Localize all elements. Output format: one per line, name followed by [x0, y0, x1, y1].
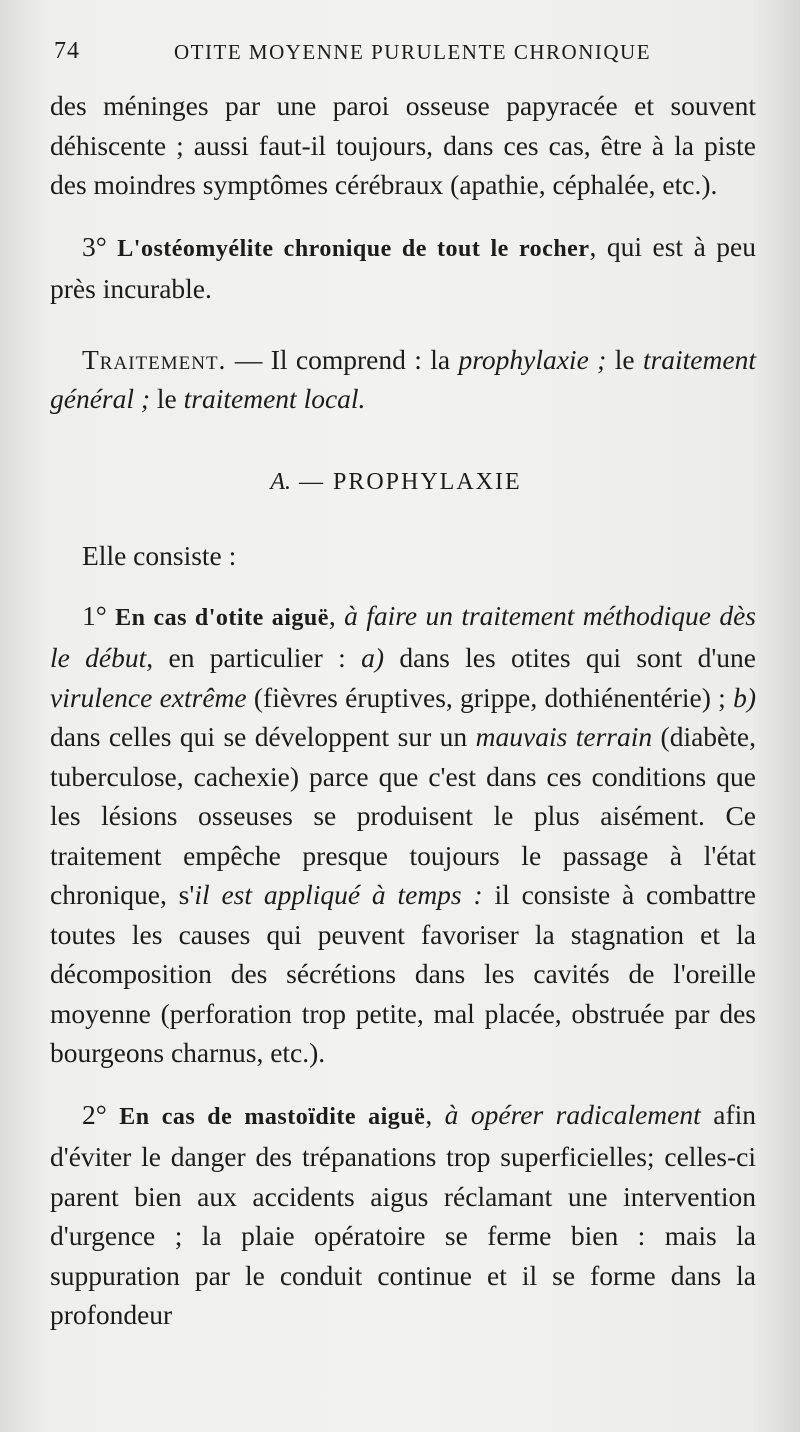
page-number: 74	[54, 38, 80, 64]
section-heading	[36, 463, 756, 503]
item-number: 1°	[82, 599, 107, 631]
italic-run: traitement local.	[183, 383, 366, 414]
italic-run: à faire un traitement méthodique dès le début	[50, 599, 757, 673]
italic-run: il est appliqué à temps :	[194, 879, 483, 910]
bold-heading: L'ostéomyélite chronique de tout le rocher	[117, 235, 590, 262]
text-run: (diabète, tuberculose, cachexie) parce que c'est dans ces conditions que les lésions osseuses se produisent le plus aisément. Ce traitement empêche presque toujours le passage à l'état chronique, s'	[50, 721, 756, 910]
item-number: 3°	[82, 230, 107, 262]
paragraph-osteomyelite	[50, 227, 756, 309]
text-run: dans les otites qui sont d'une	[384, 642, 756, 673]
section-letter: A.	[270, 468, 291, 495]
bold-heading: En cas de mastoïdite aiguë	[119, 1103, 426, 1130]
paragraph-traitement	[50, 340, 756, 419]
italic-run: b)	[733, 681, 756, 713]
italic-run: virulence extrême	[50, 681, 247, 713]
text-run: le	[606, 343, 643, 375]
italic-run: mauvais terrain	[475, 721, 653, 752]
text-run: dans celles qui se développent sur un	[50, 721, 476, 752]
paragraph-meninges: des méninges par une paroi osseuse papyracée et souvent déhiscente ; aussi faut-il toujours, dans ces cas, être à la piste des moindres symptômes cérébraux (apathie, céphalée, etc.).	[50, 90, 756, 200]
italic-run: prophylaxie ;	[458, 343, 607, 375]
small-caps-label: Traitement.	[82, 343, 227, 375]
page-body	[50, 86, 756, 1335]
item-number: 2°	[82, 1098, 107, 1130]
text-run: il consiste à combattre toutes les causes qui peuvent favoriser la stagnation et la décomposition des sécrétions dans les cavités de l'oreille moyenne (perforation trop petite, mal placée, obstruée par des bourgeons charnus, etc.).	[50, 879, 756, 1068]
text-run: — Il comprend : la	[226, 343, 459, 375]
section-title: — PROPHYLAXIE	[290, 468, 522, 495]
text-run: , qui est à peu près incurable.	[50, 230, 756, 304]
text-run: , en particulier :	[146, 642, 362, 673]
text-run: le	[150, 383, 184, 414]
italic-run: a)	[361, 642, 385, 673]
running-title: OTITE MOYENNE PURULENTE CHRONIQUE	[174, 40, 652, 64]
page-header	[50, 38, 756, 74]
text-run: (fièvres éruptives, grippe, dothiénentérie) ;	[246, 681, 734, 713]
text-run: afin d'éviter le danger des trépanations trop superficielles; celles-ci parent bien aux accidents aigus réclamant une intervention d'urgence ; la plaie opératoire se ferme bien : mais la suppuration par le conduit continue et il se forme dans la profondeur	[50, 1098, 757, 1330]
paragraph-mastoidite	[50, 1095, 756, 1335]
text-run: ,	[328, 599, 345, 631]
paragraph-otite-aigue	[50, 596, 756, 1073]
text-run: ,	[425, 1098, 445, 1130]
italic-run: à opérer radicalement	[444, 1098, 701, 1130]
italic-run: traitement général ;	[50, 343, 756, 414]
paragraph-consiste: Elle consiste :	[82, 540, 237, 571]
bold-heading: En cas d'otite aiguë	[115, 604, 329, 631]
